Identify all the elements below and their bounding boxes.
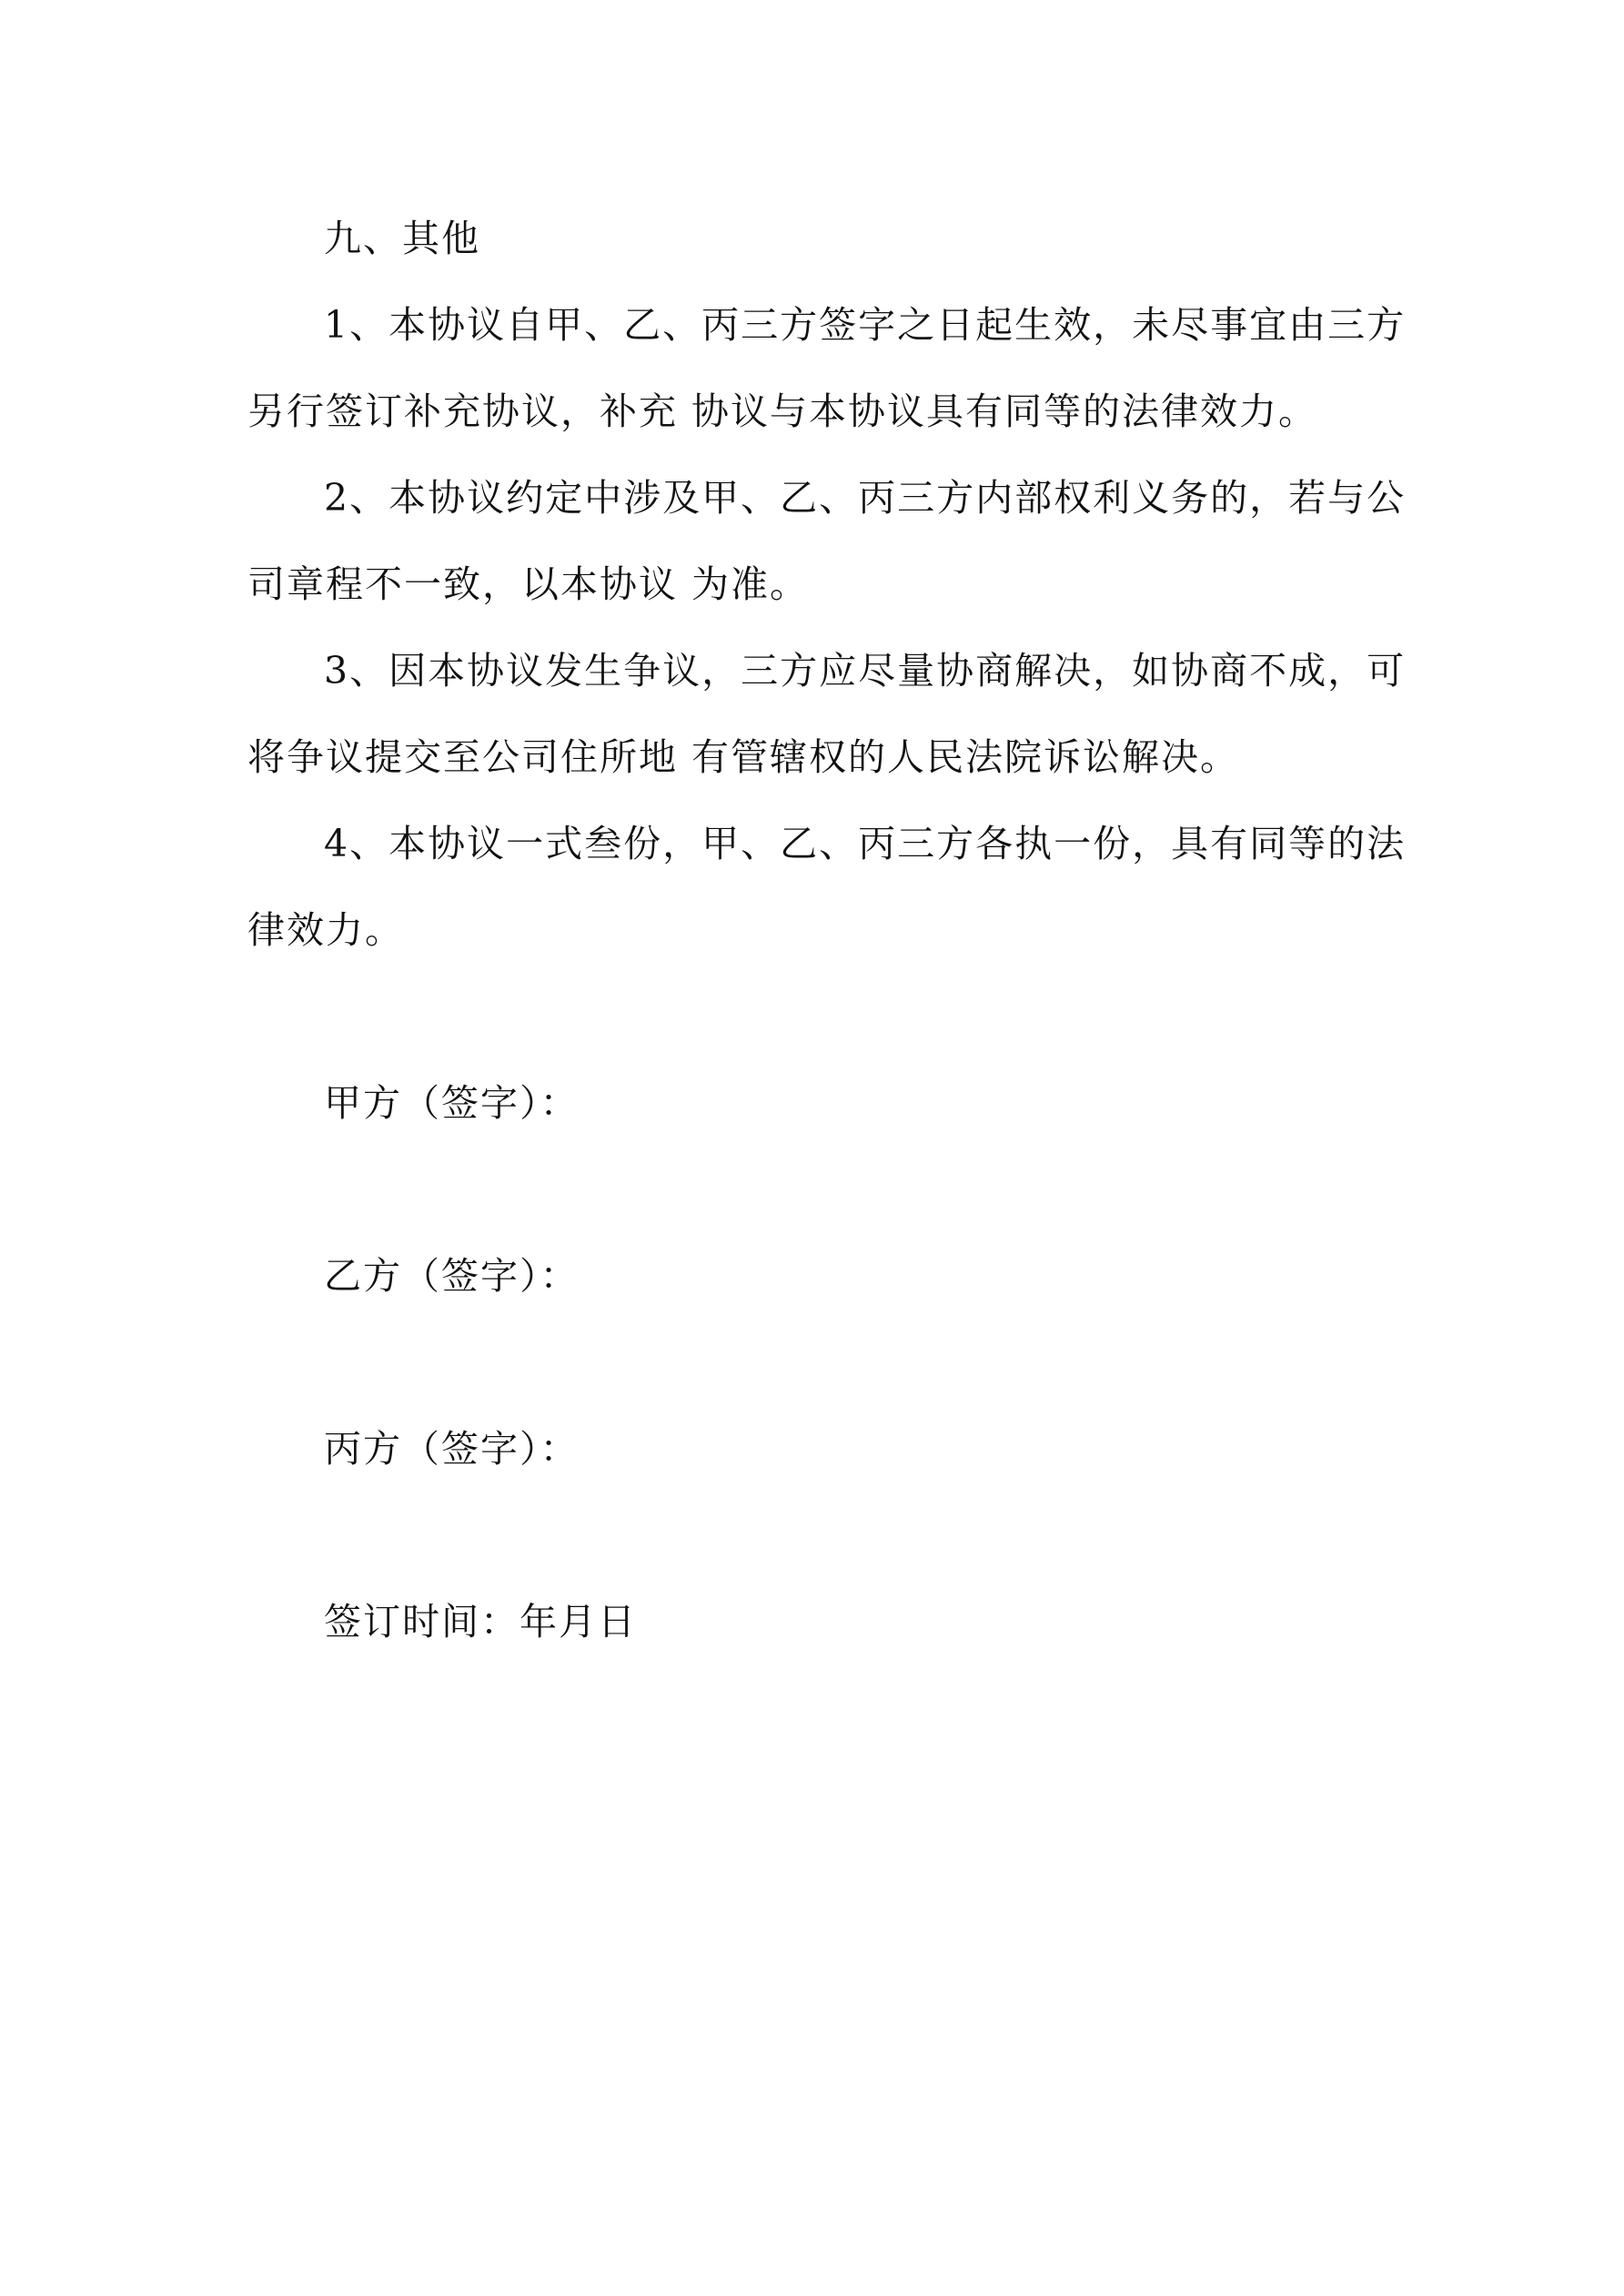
- signing-date: 签订时间：年月日: [324, 1600, 637, 1644]
- party-c-signature: 丙方（签字）：: [324, 1427, 580, 1471]
- party-a-signature: 甲方（签字）：: [324, 1081, 580, 1125]
- clause-1-line-2: 另行签订补充协议，补充 协议与本协议具有同等的法律效力。: [247, 389, 1318, 433]
- spacer: [247, 974, 1401, 1060]
- clause-2-line-2: 司章程不一致，以本协议 为准。: [247, 562, 810, 606]
- spacer: [247, 1147, 1401, 1233]
- clause-3-line-1: 3、因本协议发生争议，三方应尽量协商解决，如协商不成，可: [324, 649, 1407, 693]
- clause-1: [247, 282, 1407, 455]
- clause-2: [247, 455, 1407, 628]
- clause-3: [247, 628, 1407, 801]
- clause-2-line-1: 2、本协议约定中涉及甲、乙、丙三方内部权利义务的，若与公: [324, 476, 1407, 520]
- clause-1-line-1: 1、本协议自甲、乙、丙三方签字之日起生效，未尽事宜由三方: [324, 303, 1407, 347]
- spacer: [247, 1492, 1401, 1579]
- clause-4-line-1: 4、本协议一式叁份，甲、乙、丙三方各执一份，具有同等的法: [324, 822, 1407, 865]
- signature-block: [247, 1060, 1401, 1665]
- clause-4: [247, 801, 1407, 974]
- spacer: [247, 1320, 1401, 1406]
- clause-4-line-2: 律效力。: [247, 908, 404, 952]
- document-body: [247, 196, 1407, 1665]
- party-b-signature: 乙方（签字）：: [324, 1254, 580, 1298]
- clause-3-line-2: 将争议提交至公司住所地 有管辖权的人民法院诉讼解决。: [247, 735, 1240, 779]
- section-heading: 九、其他: [324, 217, 480, 260]
